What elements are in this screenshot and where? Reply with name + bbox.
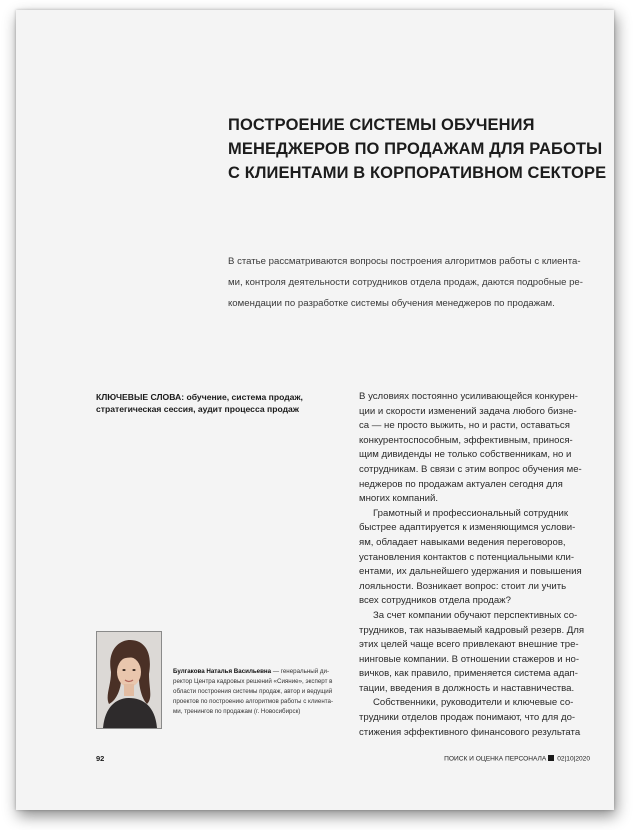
- body-line: многих компаний.: [359, 493, 438, 505]
- body-line: За счет компании обучают перспективных со-: [373, 609, 578, 621]
- body-line: лояльности. Возникает вопрос: стоит ли учить: [359, 580, 567, 592]
- keywords-text: обучение, система продаж, стратегическая сессия, аудит процесса продаж: [96, 392, 303, 414]
- author-name: Булгакова Наталья Васильевна: [173, 668, 272, 675]
- title-line: ПОСТРОЕНИЕ СИСТЕМЫ ОБУЧЕНИЯ: [228, 116, 535, 134]
- author-bio-line: области построения системы продаж, автор и ведущий: [173, 688, 333, 695]
- body-line: конкурентоспособным, эффективным, принося-: [359, 434, 573, 446]
- body-line: трудников, так называемый кадровый резерв. Для: [359, 624, 585, 636]
- magazine-page: [16, 10, 614, 810]
- square-separator-icon: [548, 755, 554, 761]
- body-line: тации, введения в должность и наставничества.: [359, 682, 575, 694]
- article-body: [359, 390, 609, 740]
- abstract-line: В статье рассматриваются вопросы построения алгоритмов работы с клиента-: [228, 256, 581, 267]
- journal-name: ПОИСК И ОЦЕНКА ПЕРСОНАЛА: [444, 755, 547, 763]
- body-line: ентами, их дальнейшего удержания и повышения: [359, 566, 582, 578]
- title-line: С КЛИЕНТАМИ В КОРПОРАТИВНОМ СЕКТОРЕ: [228, 164, 607, 182]
- keywords-label: КЛЮЧЕВЫЕ СЛОВА:: [96, 392, 185, 402]
- journal-footer: [444, 755, 590, 763]
- article-title: [228, 113, 608, 185]
- author-photo: [96, 631, 162, 729]
- body-line: установления контактов с потенциальными кли-: [359, 551, 575, 563]
- body-line: ям, обладает навыками ведения переговоров,: [359, 536, 566, 548]
- keywords: [96, 391, 346, 415]
- author-bio-line: ректор Центра кадровых решений «Сияние», эксперт в: [173, 678, 333, 685]
- page-number: 92: [96, 754, 105, 763]
- issue-number: 02|10|2020: [557, 755, 590, 763]
- article-abstract: [228, 251, 608, 314]
- body-line: В условиях постоянно усиливающейся конкурен-: [359, 391, 579, 402]
- body-line: всех сотрудников отдела продаж?: [359, 595, 511, 607]
- body-line: нинговые компании. В отношении стажеров и но-: [359, 653, 580, 665]
- body-line: Грамотный и профессиональный сотрудник: [373, 507, 569, 519]
- body-line: неджеров по продажам актуален сегодня для: [359, 478, 563, 490]
- author-bio-line: ми, тренингов по продажам (г. Новосибирск): [173, 708, 301, 715]
- body-line: быстрее адаптируется к изменяющимся услови-: [359, 522, 576, 534]
- author-bio-line: проектов по построению алгоритмов работы с клиента-: [173, 698, 334, 705]
- body-line: сотрудникам. В связи с этим вопрос обучения ме-: [359, 463, 582, 475]
- body-line: щим дивиденды не только собственникам, но и: [359, 449, 572, 461]
- title-line: МЕНЕДЖЕРОВ ПО ПРОДАЖАМ ДЛЯ РАБОТЫ: [228, 140, 603, 158]
- author-portrait-image: [97, 632, 161, 728]
- body-line: ции и скорости изменений задача любого бизне-: [359, 405, 577, 417]
- abstract-line: ми, контроля деятельности сотрудников отдела продаж, даются подробные ре-: [228, 277, 583, 288]
- author-bio: [173, 667, 343, 717]
- body-line: трудники отделов продаж понимают, что для до-: [359, 712, 576, 724]
- body-line: этих целей чаще всего привлекают внешние тре-: [359, 639, 579, 651]
- body-line: са — не просто выжить, но и расти, оставаться: [359, 420, 570, 432]
- body-line: вичков, как правило, применяется система адап-: [359, 668, 578, 680]
- abstract-line: комендации по разработке системы обучения менеджеров по продажам.: [228, 298, 555, 309]
- body-line: стижения эффективного финансового результата: [359, 726, 581, 738]
- author-bio-line: — генеральный ди-: [271, 668, 330, 675]
- body-line: Собственники, руководители и ключевые со-: [373, 697, 574, 709]
